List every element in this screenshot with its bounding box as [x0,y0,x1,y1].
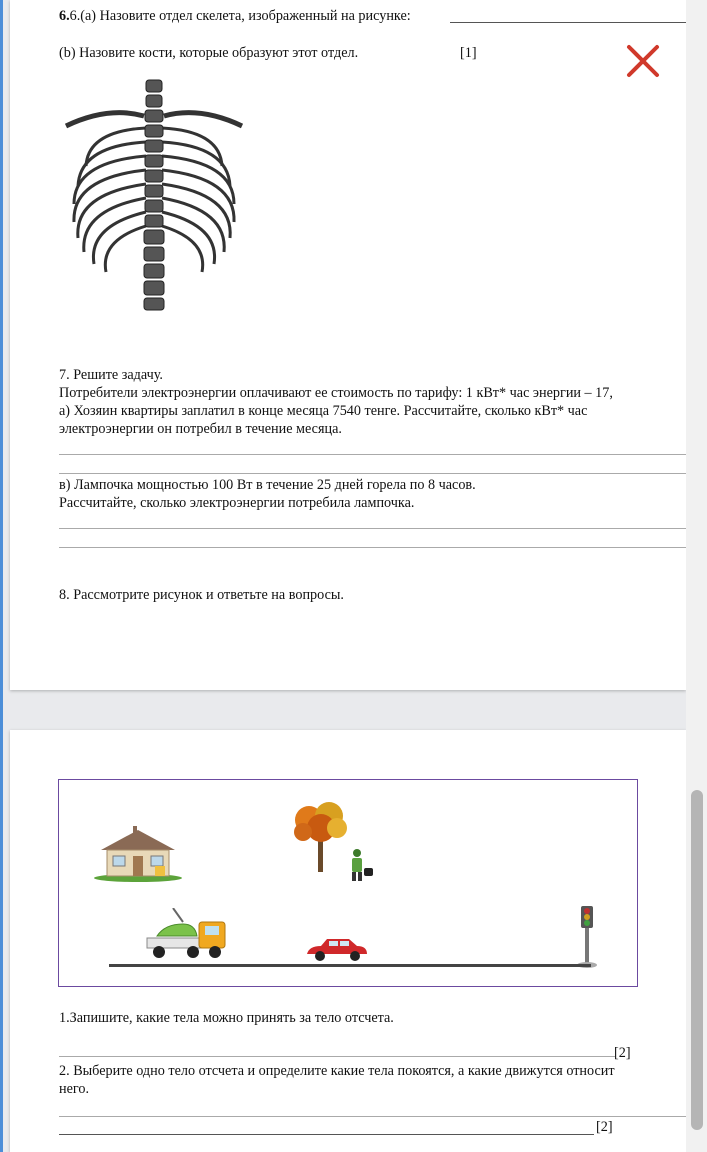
q8-answer-line-1 [59,1056,615,1057]
left-accent-bar [0,0,3,1152]
tow-truck-icon [143,908,229,964]
q7-part-b-line1: в) Лампочка мощностью 100 Вт в течение 25 дней горела по 8 часов. [59,477,476,493]
worksheet-page-2 [10,730,686,1152]
q7-answer-line-3 [59,528,686,529]
q7-title: 7. Решите задачу. [59,367,163,383]
q8-answer-line-2 [59,1116,686,1117]
red-cross-icon [626,44,660,78]
autumn-tree-icon [289,798,353,872]
vertical-scrollbar[interactable] [686,0,707,1152]
q8-title: 8. Рассмотрите рисунок и ответьте на вопросы. [59,587,344,603]
q8-answer-line-3 [59,1134,594,1135]
scrollbar-thumb[interactable] [691,790,703,1130]
q6-answer-line [450,22,686,23]
ribcage-illustration [58,76,250,312]
q8-mark1: [2] [614,1045,631,1061]
q8-mark2: [2] [596,1119,613,1135]
traffic-light-icon [575,904,599,968]
red-car-icon [305,936,369,962]
q6-part-b: (b) Назовите кости, которые образуют этот отдел. [59,45,359,61]
road-line [109,964,591,967]
q7-answer-line-1 [59,454,686,455]
q8-item2-line1: 2. Выберите одно тело отсчета и определите какие тела покоятся, а какие движутся относит [59,1063,615,1079]
q7-answer-line-2 [59,473,686,474]
q6-part-a-text: 6.(а) Назовите отдел скелета, изображенный на рисунке: [69,8,411,24]
q6-part-a: 6.6.(а) Назовите отдел скелета, изображенный на рисунке: [59,8,411,24]
q7-intro: Потребители электроэнергии оплачивают ее стоимость по тарифу: 1 кВт* час энергии – 17, [59,385,613,401]
q6-mark-b: [1] [460,45,477,61]
worksheet-page-1 [10,0,686,690]
house-icon [93,826,183,882]
motion-scene-figure [58,779,638,987]
q8-item2-line2: него. [59,1081,89,1097]
q7-part-b-line2: Рассчитайте, сколько электроэнергии потребила лампочка. [59,495,415,511]
q7-part-a-line1: а) Хозяин квартиры заплатил в конце месяца 7540 тенге. Рассчитайте, сколько кВт* час [59,403,588,419]
q8-item1: 1.Запишите, какие тела можно принять за тело отсчета. [59,1010,394,1026]
pedestrian-icon [345,848,377,882]
q7-part-a-line2: электроэнергии он потребил в течение месяца. [59,421,342,437]
q7-answer-line-4 [59,547,686,548]
